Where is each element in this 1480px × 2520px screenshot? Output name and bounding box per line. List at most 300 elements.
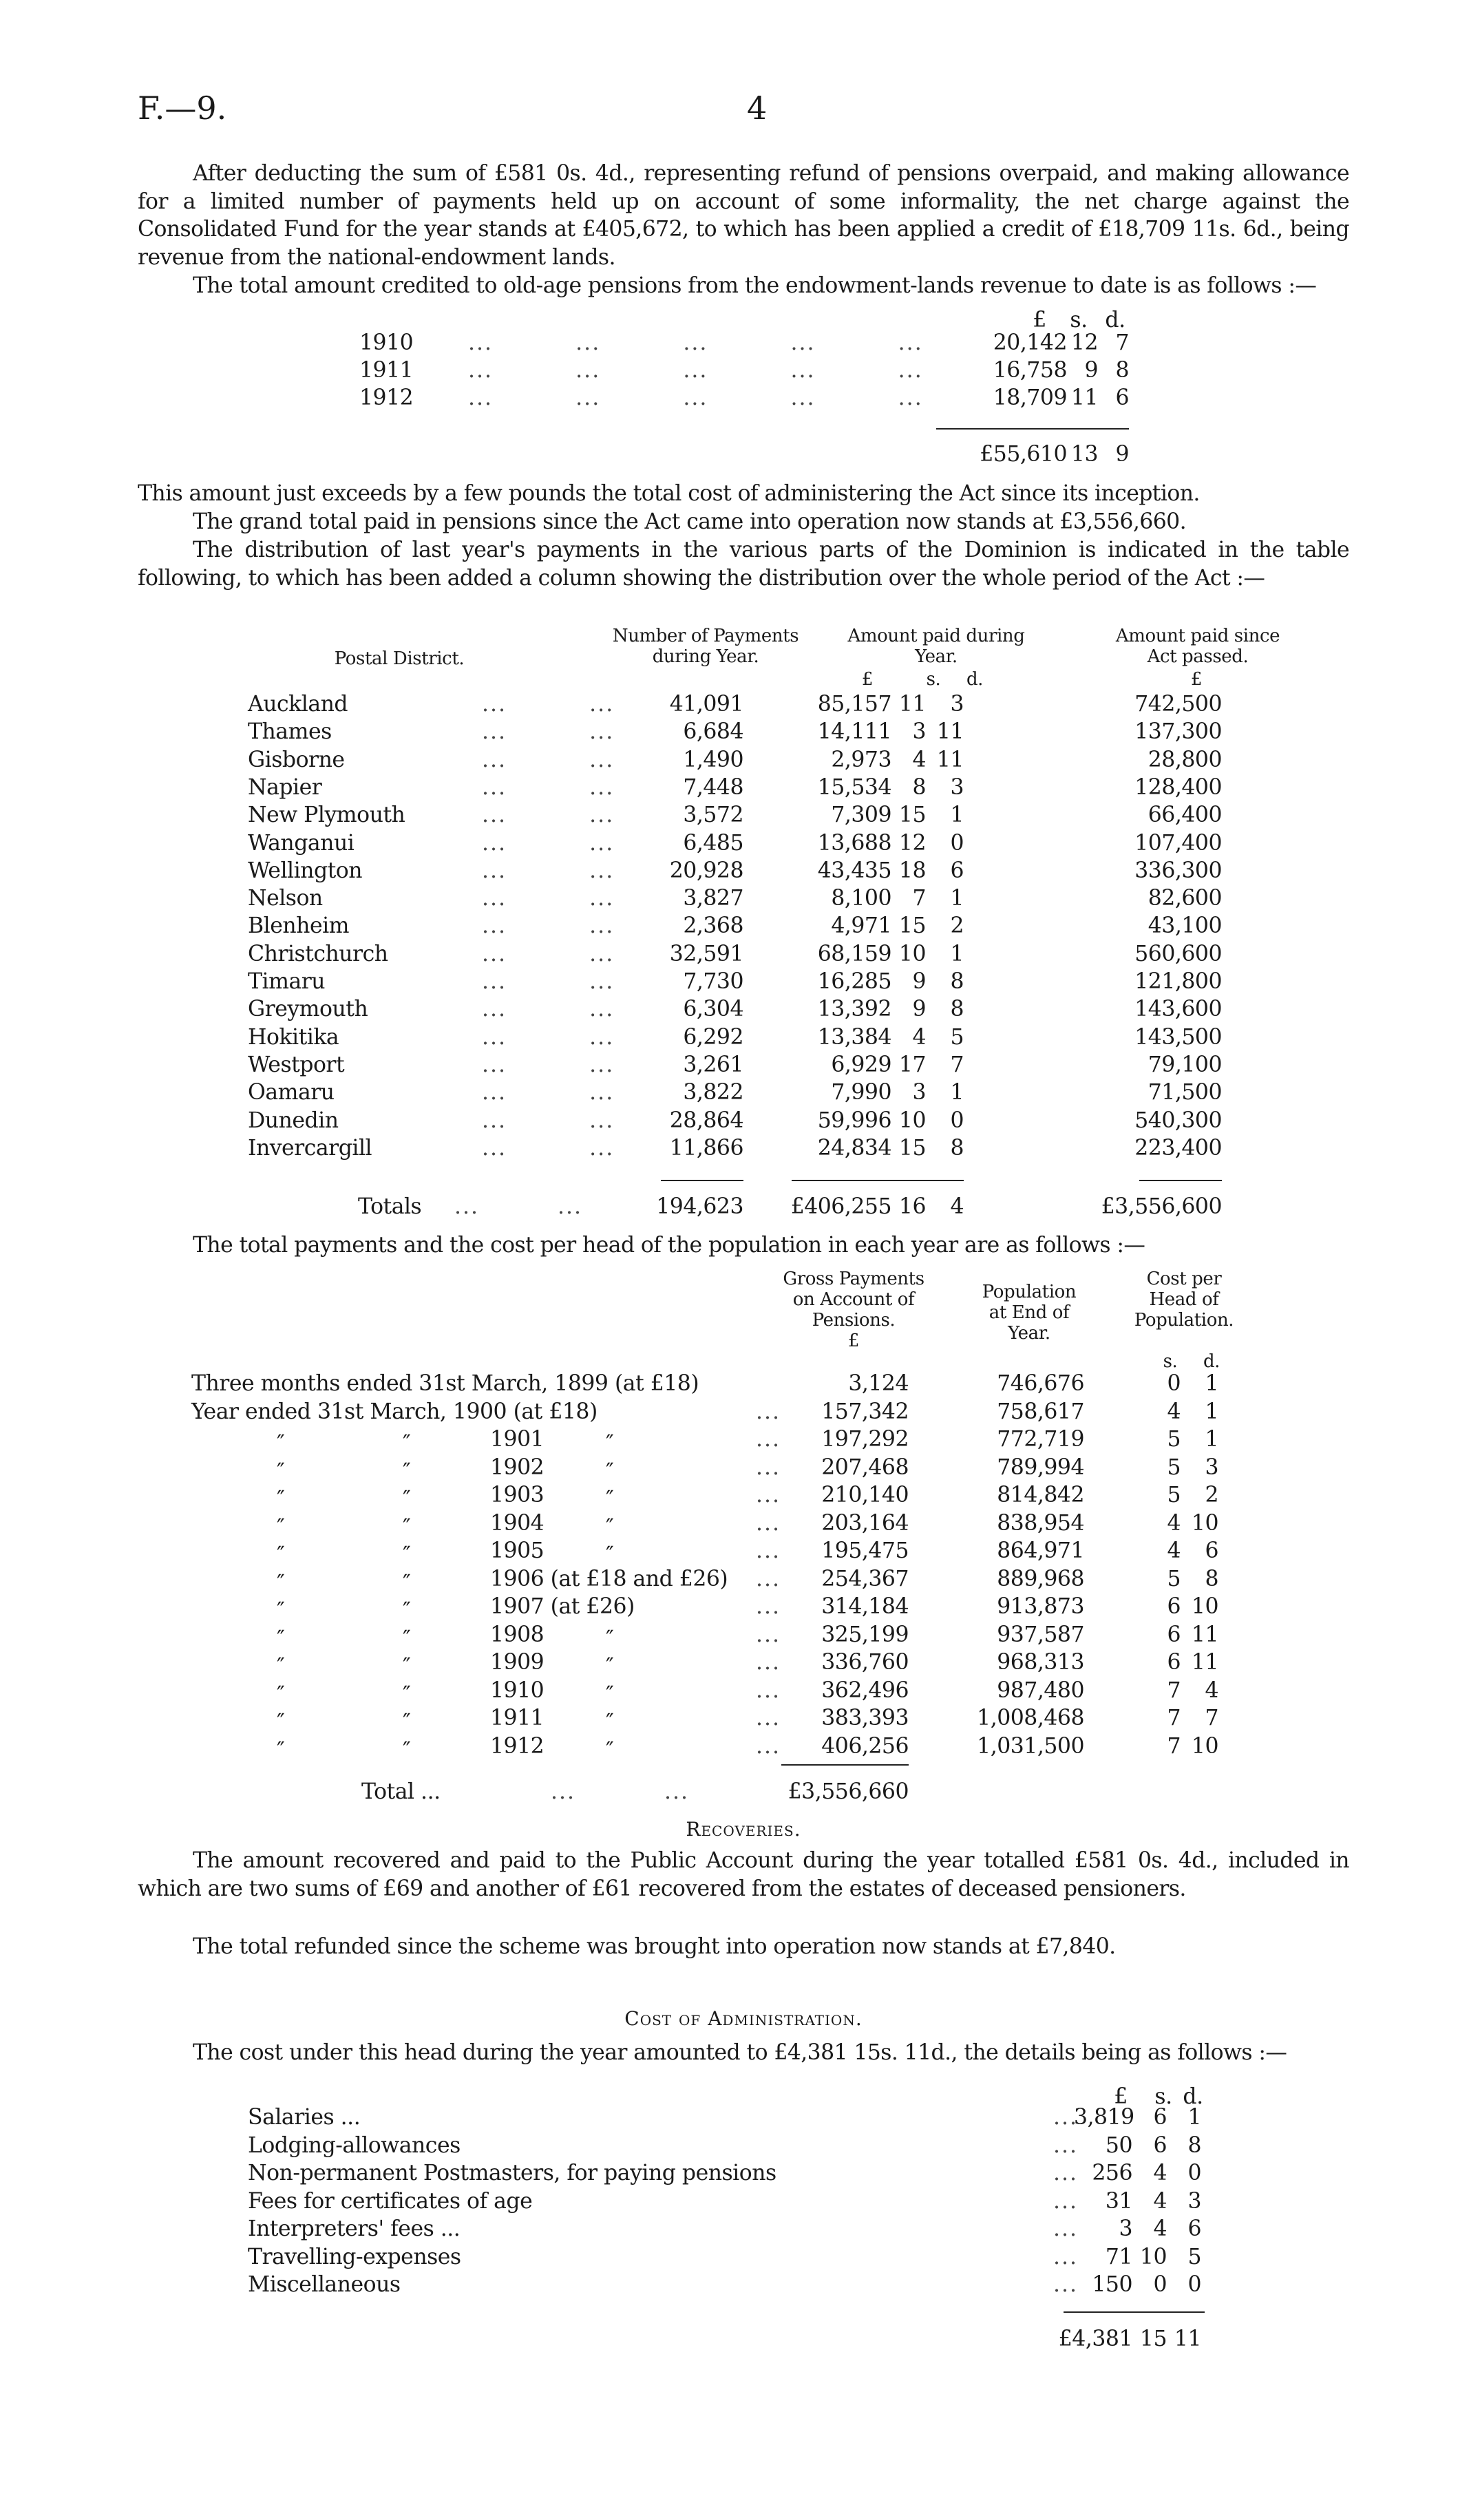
district-name: Auckland: [248, 692, 348, 717]
page-number: 4: [747, 89, 768, 127]
cost-pence: 1: [1205, 1371, 1218, 1396]
yearly-intro: The total payments and the cost per head of the population in each year are as follows :—: [193, 1233, 1145, 1258]
district-since: 540,300: [1134, 1108, 1222, 1133]
district-payments: 3,822: [683, 1080, 743, 1105]
district-payments: 28,864: [669, 1108, 743, 1133]
ditto-mark: ″: [606, 1514, 614, 1540]
leader-dots: ...: [756, 1622, 781, 1647]
district-name: Wanganui: [248, 830, 355, 856]
leader-dots: ...: [756, 1483, 781, 1507]
ditto-mark: ″: [277, 1487, 285, 1512]
cost-pence: 6: [1187, 2216, 1201, 2241]
cost-pounds: 150: [1092, 2272, 1132, 2297]
district-pounds: 2,973: [831, 747, 891, 772]
district-name: Blenheim: [248, 913, 350, 939]
period-year: 1910: [490, 1677, 545, 1703]
cost-item: Lodging-allowances: [248, 2132, 461, 2158]
district-pence: 3: [950, 774, 964, 800]
endowment-year: 1912: [359, 385, 414, 410]
summary-paragraph-1: This amount just exceeds by a few pounds the total cost of administering the Act since its inception.: [138, 481, 1200, 506]
district-name: Westport: [248, 1052, 345, 1077]
district-name: Gisborne: [248, 747, 345, 772]
cost-pence: 0: [1187, 2161, 1201, 2185]
district-shillings: 4: [912, 747, 926, 772]
population: 838,954: [997, 1510, 1084, 1536]
ditto-mark: ″: [403, 1487, 411, 1512]
endowment-pence: 7: [1115, 330, 1129, 355]
district-payments: 7,730: [683, 969, 743, 994]
district-shillings: 18: [898, 858, 926, 883]
endowment-shillings: 11: [1070, 385, 1098, 410]
district-since: 107,400: [1134, 830, 1222, 856]
population: 913,873: [997, 1594, 1084, 1619]
district-payments: 32,591: [669, 941, 743, 966]
district-shillings: 15: [898, 803, 926, 828]
ditto-mark: ″: [403, 1682, 411, 1707]
cost-pounds: 256: [1092, 2161, 1132, 2185]
district-pence: 8: [950, 997, 964, 1022]
leader-dots: ...: [756, 1594, 781, 1619]
district-pounds: 8,100: [831, 886, 891, 911]
ditto-mark: ″: [277, 1737, 285, 1763]
population: 814,842: [997, 1483, 1084, 1507]
district-name: Greymouth: [248, 997, 368, 1022]
district-since: 336,300: [1134, 858, 1222, 883]
district-name: Thames: [248, 719, 332, 745]
district-since: 128,400: [1134, 774, 1222, 800]
intro-paragraph-2: The total amount credited to old-age pensions from the endowment-lands revenue to date is as follows :—: [193, 273, 1317, 298]
district-shillings: 7: [912, 886, 926, 911]
population: 1,008,468: [977, 1706, 1084, 1730]
district-name: Timaru: [248, 969, 326, 994]
cost-pounds: 50: [1105, 2132, 1132, 2158]
district-pounds: 68,159: [817, 941, 891, 966]
ditto-mark: ″: [277, 1514, 285, 1540]
gross-payments: 406,256: [821, 1733, 909, 1759]
totals-label: Totals: [358, 1194, 422, 1219]
district-name: Nelson: [248, 886, 323, 911]
totals-since: £3,556,600: [1101, 1194, 1222, 1219]
sum-rule: [1139, 1180, 1222, 1181]
header-shillings: s.: [1154, 2084, 1172, 2109]
district-since: 121,800: [1134, 969, 1222, 994]
period-label: Three months ended 31st March, 1899 (at £18): [191, 1371, 699, 1396]
district-name: Invercargill: [248, 1135, 372, 1161]
cost-shillings: 7: [1167, 1677, 1181, 1703]
cost-shillings: 4: [1153, 2216, 1167, 2241]
gross-payments: 207,468: [821, 1454, 909, 1480]
ditto-mark: ″: [403, 1459, 411, 1484]
leader-dots: ... ...: [482, 1024, 615, 1050]
district-payments: 1,490: [683, 747, 743, 772]
header-pounds: £: [1033, 308, 1046, 332]
cost-item: Miscellaneous: [248, 2272, 401, 2297]
district-since: 43,100: [1148, 913, 1222, 939]
ditto-mark: ″: [277, 1431, 285, 1456]
population: 746,676: [997, 1371, 1084, 1396]
period-year: 1908: [490, 1622, 545, 1647]
ditto-mark: ″: [403, 1710, 411, 1735]
population: 758,617: [997, 1399, 1084, 1424]
leader-dots: ... ...: [482, 1080, 615, 1105]
cost-pence: 1: [1205, 1427, 1218, 1452]
population: 937,587: [997, 1622, 1084, 1647]
district-since: 71,500: [1148, 1080, 1222, 1105]
leader-dots: ... ...: [482, 1052, 615, 1077]
district-pence: 6: [950, 858, 964, 883]
header-shillings: s.: [1070, 308, 1088, 332]
district-pounds: 15,534: [817, 774, 891, 800]
period-year: 1909: [490, 1650, 545, 1675]
district-name: Napier: [248, 774, 322, 800]
period-label: Year ended 31st March, 1900 (at £18): [191, 1399, 598, 1424]
cost-shillings: 0: [1167, 1371, 1181, 1396]
leader-dots: ... ...: [482, 913, 615, 939]
cost-pence: 10: [1191, 1510, 1218, 1536]
ditto-mark: ″: [277, 1459, 285, 1484]
header-pounds: £: [1114, 2084, 1128, 2109]
district-shillings: 9: [912, 969, 926, 994]
period-year: 1912: [490, 1733, 545, 1759]
district-shillings: 8: [912, 774, 926, 800]
district-pounds: 59,996: [817, 1108, 891, 1133]
endowment-year: 1911: [359, 358, 414, 383]
period-year: 1906 (at £18 and £26): [490, 1566, 728, 1591]
district-payments: 41,091: [669, 692, 743, 717]
cost-total-shillings: 15: [1139, 2327, 1167, 2351]
sum-rule: [661, 1180, 743, 1181]
recoveries-heading: Recoveries.: [686, 1818, 801, 1841]
leader-dots: ... ...: [482, 719, 615, 745]
ditto-mark: ″: [277, 1543, 285, 1567]
cost-shillings: 4: [1153, 2188, 1167, 2214]
district-shillings: 10: [898, 941, 926, 966]
cost-pence: 8: [1205, 1566, 1218, 1591]
gross-payments: 3,124: [848, 1371, 909, 1396]
header-pence: d.: [1105, 308, 1125, 332]
cost-pounds: 3,819: [1074, 2105, 1134, 2130]
district-pounds: 43,435: [817, 858, 891, 883]
district-shillings: 15: [898, 913, 926, 939]
leader-dots: ...: [756, 1399, 781, 1424]
district-pounds: 85,157: [817, 692, 891, 717]
endowment-pounds: 20,142: [993, 330, 1067, 355]
district-shillings: 10: [898, 1108, 926, 1133]
leader-dots: ... ...: [482, 692, 615, 717]
ditto-mark: ″: [403, 1431, 411, 1456]
leader-dots: ... ...: [482, 886, 615, 911]
leader-dots: ...: [756, 1427, 781, 1452]
district-name: New Plymouth: [248, 803, 405, 828]
cost-shillings: 10: [1139, 2244, 1167, 2269]
cost-pence: 4: [1205, 1677, 1218, 1703]
header-shillings: s.: [926, 669, 941, 690]
administration-paragraph: The cost under this head during the year amounted to £4,381 15s. 11d., the details being as follows :—: [193, 2040, 1287, 2065]
period-year: 1904: [490, 1510, 545, 1536]
ditto-mark: ″: [277, 1682, 285, 1707]
period-year: 1907 (at £26): [490, 1594, 635, 1619]
header-cost-per-head: Cost per Head of Population.: [1134, 1269, 1234, 1331]
gross-payments: 383,393: [821, 1706, 909, 1730]
administration-heading: Cost of Administration.: [624, 2007, 863, 2030]
district-since: 137,300: [1134, 719, 1222, 745]
ditto-mark: ″: [277, 1598, 285, 1623]
district-since: 742,500: [1134, 692, 1222, 717]
gross-payments: 195,475: [821, 1538, 909, 1563]
district-payments: 6,684: [683, 719, 743, 745]
cost-shillings: 4: [1167, 1538, 1181, 1563]
district-pence: 11: [936, 747, 964, 772]
population: 772,719: [997, 1427, 1084, 1452]
district-payments: 6,304: [683, 997, 743, 1022]
leader-dots: ... ...: [482, 858, 615, 883]
leader-dots: ... ...: [482, 969, 615, 994]
period-year: 1903: [490, 1483, 545, 1507]
district-pence: 5: [950, 1024, 964, 1050]
header-amount-since-act: Amount paid since Act passed.: [1115, 626, 1280, 667]
ditto-mark: ″: [403, 1654, 411, 1679]
leader-dots: ...: [1053, 2132, 1079, 2158]
district-pounds: 16,285: [817, 969, 891, 994]
population: 987,480: [997, 1677, 1084, 1703]
cost-total-pence: 11: [1174, 2327, 1201, 2351]
cost-pence: 2: [1205, 1483, 1218, 1507]
district-payments: 6,292: [683, 1024, 743, 1050]
cost-item: Interpreters' fees ...: [248, 2216, 461, 2241]
gross-payments: 314,184: [821, 1594, 909, 1619]
district-pounds: 24,834: [817, 1135, 891, 1161]
yearly-total-label: Total ...: [361, 1779, 441, 1804]
sum-rule: [781, 1764, 909, 1766]
ditto-mark: ″: [403, 1543, 411, 1567]
leader-dots: ...: [756, 1538, 781, 1563]
period-year: 1902: [490, 1454, 545, 1480]
totals-payments: 194,623: [656, 1194, 743, 1219]
header-pounds: £: [861, 669, 874, 690]
population: 864,971: [997, 1538, 1084, 1563]
leader-dots: ... ...: [482, 774, 615, 800]
sum-rule: [936, 428, 1129, 430]
totals-shillings: 16: [898, 1194, 926, 1219]
district-shillings: 15: [898, 1135, 926, 1161]
header-since-pounds: £: [1190, 669, 1203, 690]
leader-dots: ... ...: [482, 1108, 615, 1133]
ditto-mark: ″: [403, 1514, 411, 1540]
district-payments: 7,448: [683, 774, 743, 800]
endowment-total-pounds: £55,610: [980, 442, 1067, 467]
district-shillings: 3: [912, 1080, 926, 1105]
cost-pence: 11: [1191, 1650, 1218, 1675]
ditto-mark: ″: [277, 1570, 285, 1596]
district-name: Dunedin: [248, 1108, 339, 1133]
cost-pence: 1: [1187, 2105, 1201, 2130]
endowment-pounds: 16,758: [993, 358, 1067, 383]
cost-pounds: 3: [1119, 2216, 1132, 2241]
ditto-mark: ″: [403, 1570, 411, 1596]
gross-payments: 336,760: [821, 1650, 909, 1675]
recoveries-paragraph-1: The amount recovered and paid to the Public Account during the year totalled £581 0s. 4d., included in which are two sums of £69 and another of £61 recovered from the estates of deceased pensioners.: [138, 1848, 1349, 1901]
leader-dots: ...: [756, 1566, 781, 1591]
cost-shillings: 4: [1167, 1510, 1181, 1536]
district-shillings: 12: [898, 830, 926, 856]
district-pounds: 13,688: [817, 830, 891, 856]
leader-dots: ...: [756, 1454, 781, 1480]
sum-rule: [792, 1180, 964, 1181]
district-pence: 2: [950, 913, 964, 939]
endowment-shillings: 12: [1070, 330, 1098, 355]
district-shillings: 3: [912, 719, 926, 745]
leader-dots: ... ... ... ... ...: [468, 385, 923, 410]
population: 889,968: [997, 1566, 1084, 1591]
district-pounds: 7,309: [831, 803, 891, 828]
cost-shillings: 6: [1153, 2105, 1167, 2130]
ditto-mark: ″: [606, 1682, 614, 1707]
leader-dots: ... ...: [482, 803, 615, 828]
cost-item: Fees for certificates of age: [248, 2188, 533, 2214]
ditto-mark: ″: [277, 1626, 285, 1651]
cost-pounds: 31: [1105, 2188, 1132, 2214]
district-pence: 1: [950, 941, 964, 966]
cost-shillings: 6: [1153, 2132, 1167, 2158]
leader-dots: ... ...: [482, 941, 615, 966]
district-shillings: 9: [912, 997, 926, 1022]
gross-payments: 157,342: [821, 1399, 909, 1424]
district-since: 79,100: [1148, 1052, 1222, 1077]
district-since: 143,600: [1134, 997, 1222, 1022]
cost-pence: 10: [1191, 1594, 1218, 1619]
cost-pence: 0: [1187, 2272, 1201, 2297]
ditto-mark: ″: [277, 1654, 285, 1679]
endowment-pence: 6: [1115, 385, 1129, 410]
district-payments: 20,928: [669, 858, 743, 883]
header-pence: d.: [966, 669, 984, 690]
header-gross-payments: Gross Payments on Account of Pensions. £: [783, 1269, 924, 1351]
district-name: Christchurch: [248, 941, 388, 966]
header-cost-pence: d.: [1203, 1351, 1220, 1372]
leader-dots: ...: [1053, 2105, 1079, 2130]
leader-dots: ...: [756, 1650, 781, 1675]
population: 968,313: [997, 1650, 1084, 1675]
header-amount-during-year: Amount paid during Year.: [847, 626, 1025, 667]
leader-dots: ...: [756, 1706, 781, 1730]
cost-pence: 10: [1191, 1733, 1218, 1759]
cost-shillings: 5: [1167, 1454, 1181, 1480]
cost-shillings: 6: [1167, 1594, 1181, 1619]
district-payments: 6,485: [683, 830, 743, 856]
ditto-mark: ″: [606, 1487, 614, 1512]
district-pounds: 14,111: [817, 719, 891, 745]
district-pence: 1: [950, 803, 964, 828]
totals-pounds: £406,255: [790, 1194, 891, 1219]
ditto-mark: ″: [403, 1598, 411, 1623]
cost-shillings: 0: [1153, 2272, 1167, 2297]
district-payments: 3,827: [683, 886, 743, 911]
district-since: 143,500: [1134, 1024, 1222, 1050]
leader-dots: ...: [454, 1194, 480, 1219]
cost-pence: 11: [1191, 1622, 1218, 1647]
population: 789,994: [997, 1454, 1084, 1480]
leader-dots: ... ...: [482, 830, 615, 856]
leader-dots: ...: [664, 1779, 690, 1804]
cost-shillings: 4: [1153, 2161, 1167, 2185]
header-pence: d.: [1183, 2084, 1203, 2109]
intro-paragraph-1: After deducting the sum of £581 0s. 4d., representing refund of pensions overpaid, and making allowance for a limited number of payments held up on account of some informality, the net charge against the Consolidated Fund for the year stands at £405,672, to which has been applied a credit of £18,709 11s. 6d., being revenue from the national-endowment lands.: [138, 161, 1349, 270]
cost-pence: 3: [1205, 1454, 1218, 1480]
district-pounds: 13,384: [817, 1024, 891, 1050]
cost-pence: 6: [1205, 1538, 1218, 1563]
district-pounds: 13,392: [817, 997, 891, 1022]
cost-shillings: 7: [1167, 1733, 1181, 1759]
district-pence: 1: [950, 886, 964, 911]
cost-shillings: 5: [1167, 1566, 1181, 1591]
district-since: 82,600: [1148, 886, 1222, 911]
ditto-mark: ″: [606, 1710, 614, 1735]
leader-dots: ... ...: [482, 1135, 615, 1161]
totals-pence: 4: [950, 1194, 964, 1219]
leader-dots: ...: [1053, 2244, 1079, 2269]
gross-payments: 254,367: [821, 1566, 909, 1591]
cost-shillings: 6: [1167, 1622, 1181, 1647]
district-shillings: 11: [898, 692, 926, 717]
district-shillings: 17: [898, 1052, 926, 1077]
leader-dots: ...: [551, 1779, 576, 1804]
cost-shillings: 7: [1167, 1706, 1181, 1730]
ditto-mark: ″: [606, 1431, 614, 1456]
district-pence: 8: [950, 1135, 964, 1161]
district-pence: 1: [950, 1080, 964, 1105]
period-year: 1911: [490, 1706, 545, 1730]
leader-dots: ...: [756, 1510, 781, 1536]
district-payments: 11,866: [669, 1135, 743, 1161]
period-year: 1901: [490, 1427, 545, 1452]
leader-dots: ...: [1053, 2161, 1079, 2185]
population: 1,031,500: [977, 1733, 1084, 1759]
period-year: 1905: [490, 1538, 545, 1563]
header-cost-shillings: s.: [1163, 1351, 1178, 1372]
leader-dots: ...: [1053, 2188, 1079, 2214]
cost-item: Salaries ...: [248, 2105, 361, 2130]
district-name: Hokitika: [248, 1024, 339, 1050]
cost-pounds: 71: [1105, 2244, 1132, 2269]
recoveries-paragraph-2: The total refunded since the scheme was brought into operation now stands at £7,840.: [193, 1934, 1116, 1959]
leader-dots: ...: [756, 1677, 781, 1703]
cost-pence: 8: [1187, 2132, 1201, 2158]
endowment-year: 1910: [359, 330, 414, 355]
district-pence: 7: [950, 1052, 964, 1077]
leader-dots: ... ... ... ... ...: [468, 330, 923, 355]
header-payments: Number of Payments during Year.: [612, 626, 799, 667]
district-name: Oamaru: [248, 1080, 335, 1105]
district-pence: 0: [950, 830, 964, 856]
ditto-mark: ″: [403, 1737, 411, 1763]
district-pence: 8: [950, 969, 964, 994]
ditto-mark: ″: [606, 1543, 614, 1567]
cost-shillings: 4: [1167, 1399, 1181, 1424]
gross-payments: 210,140: [821, 1483, 909, 1507]
sum-rule: [1064, 2311, 1205, 2313]
endowment-total-pence: 9: [1115, 442, 1129, 467]
header-population: Population at End of Year.: [982, 1282, 1077, 1344]
cost-item: Non-permanent Postmasters, for paying pensions: [248, 2161, 776, 2185]
report-reference: F.—9.: [138, 89, 227, 127]
cost-pence: 7: [1205, 1706, 1218, 1730]
gross-payments: 325,199: [821, 1622, 909, 1647]
cost-shillings: 5: [1167, 1483, 1181, 1507]
endowment-pence: 8: [1115, 358, 1129, 383]
leader-dots: ...: [1053, 2216, 1079, 2241]
leader-dots: ...: [756, 1733, 781, 1759]
district-since: 560,600: [1134, 941, 1222, 966]
